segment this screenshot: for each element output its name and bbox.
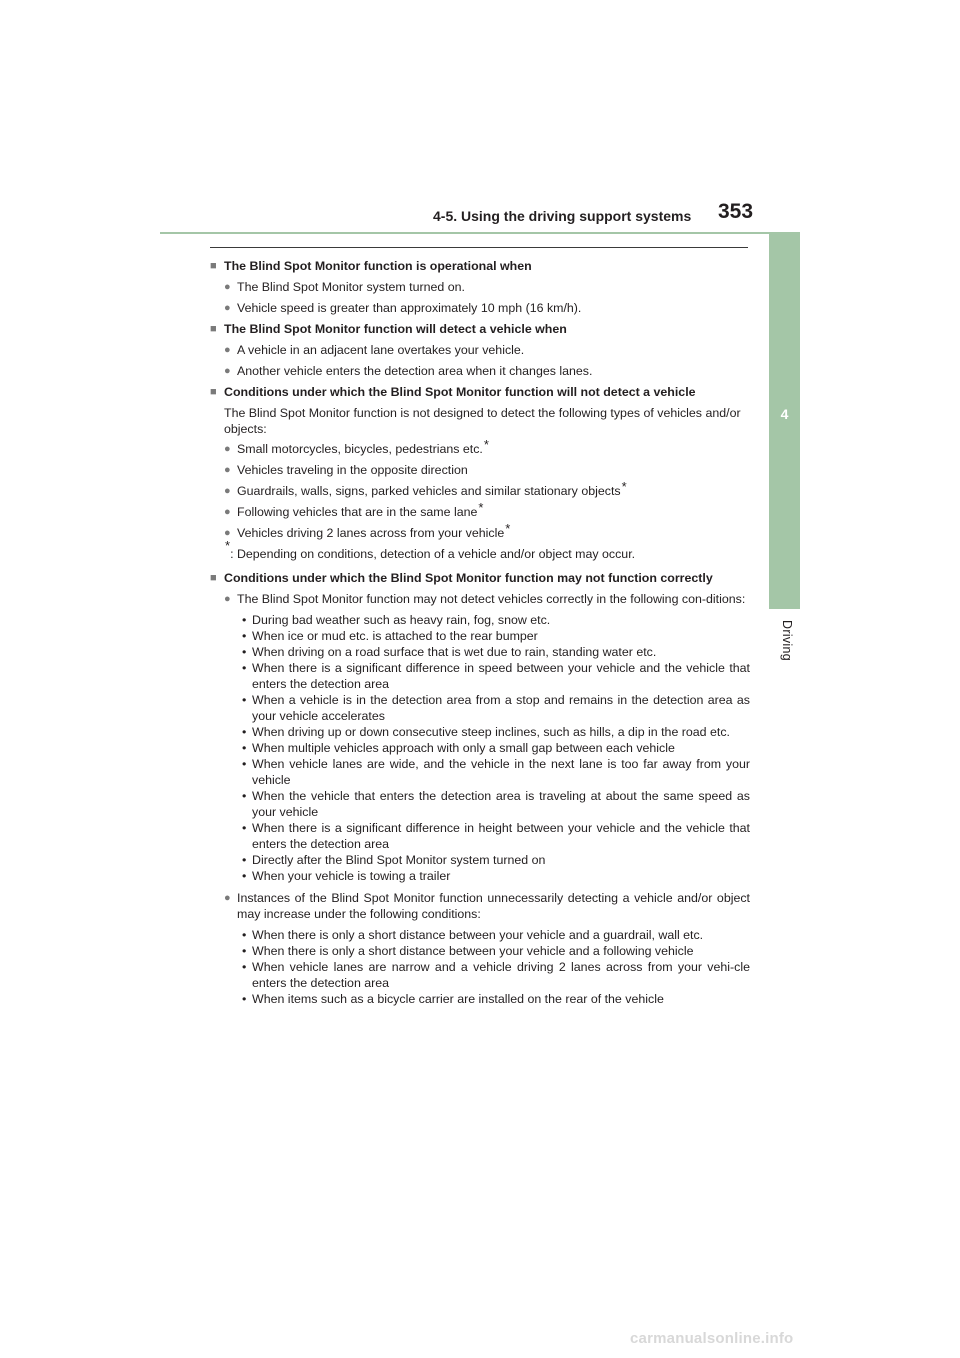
asterisk-mark: * <box>505 521 511 536</box>
chapter-number: 4 <box>780 406 789 422</box>
sub-bullet-icon: • <box>242 928 247 942</box>
sub-list <box>210 612 750 884</box>
sub-bullet-icon: • <box>242 629 247 643</box>
round-bullet-icon: ● <box>224 365 231 377</box>
list-item-text: Small motorcycles, bicycles, pedestrians etc. <box>237 442 483 456</box>
sub-list-item-text: When driving up or down consecutive steep inclines, such as hills, a dip in the road etc. <box>252 725 730 739</box>
sub-list-item <box>238 868 750 884</box>
square-bullet-icon: ■ <box>210 572 217 584</box>
section-heading <box>210 258 750 274</box>
sub-list-item <box>238 852 750 868</box>
sub-list-item-text: When the vehicle that enters the detection area is traveling at about the same speed as your vehicle <box>252 789 750 819</box>
sub-list-item <box>238 959 750 991</box>
content-rule <box>210 247 748 248</box>
round-bullet-icon: ● <box>224 344 231 356</box>
sub-list-item <box>238 724 750 740</box>
list-item <box>210 521 750 541</box>
sub-list-item <box>238 612 750 628</box>
sub-list-item <box>238 756 750 788</box>
round-bullet-icon: ● <box>224 302 231 314</box>
sub-list-item <box>238 740 750 756</box>
square-bullet-icon: ■ <box>210 323 217 335</box>
round-bullet-icon: ● <box>224 506 231 518</box>
list-item <box>210 479 750 499</box>
asterisk-mark: * <box>483 437 489 452</box>
square-bullet-icon: ■ <box>210 260 217 272</box>
list-item-text: Following vehicles that are in the same lane <box>237 505 478 519</box>
sub-bullet-icon: • <box>242 741 247 755</box>
round-bullet-icon: ● <box>224 892 231 904</box>
sub-list-item <box>238 788 750 820</box>
list-item-content <box>237 479 750 499</box>
sub-list-item <box>238 927 750 943</box>
sub-bullet-icon: • <box>242 869 247 883</box>
asterisk-mark: * <box>621 479 627 494</box>
list-item-content <box>237 521 750 541</box>
sub-bullet-icon: • <box>242 821 247 835</box>
list-item <box>210 462 750 478</box>
section-heading <box>210 384 750 400</box>
sub-bullet-icon: • <box>242 944 247 958</box>
list-item-text: Another vehicle enters the detection area when it changes lanes. <box>237 364 593 378</box>
list-item-text: Guardrails, walls, signs, parked vehicles and similar stationary objects <box>237 484 621 498</box>
sub-list-item-text: When there is only a short distance between your vehicle and a following vehicle <box>252 944 694 958</box>
sub-bullet-icon: • <box>242 613 247 627</box>
section-heading <box>210 570 750 586</box>
section-heading-text: Conditions under which the Blind Spot Monitor function may not function correctly <box>224 571 713 585</box>
sub-list-item-text: When driving on a road surface that is wet due to rain, standing water etc. <box>252 645 657 659</box>
sub-bullet-icon: • <box>242 992 247 1006</box>
round-bullet-icon: ● <box>224 527 231 539</box>
sub-list-item-text: When your vehicle is towing a trailer <box>252 869 451 883</box>
sub-list-item <box>238 991 750 1007</box>
list-item-text: The Blind Spot Monitor system turned on. <box>237 280 465 294</box>
list-item-text: Vehicle speed is greater than approximately 10 mph (16 km/h). <box>237 301 582 315</box>
list-item-text: Vehicles driving 2 lanes across from your vehicle <box>237 526 505 540</box>
chapter-label: Driving <box>780 620 794 661</box>
list-item <box>210 591 750 607</box>
sub-list-item-text: When a vehicle is in the detection area from a stop and remains in the detection area as your vehicle accelerates <box>252 693 750 723</box>
page-content <box>210 258 750 1013</box>
sub-list <box>210 927 750 1007</box>
footnote-text: : Depending on conditions, detection of a vehicle and/or object may occur. <box>230 547 636 561</box>
list-item-text: The Blind Spot Monitor function may not detect vehicles correctly in the following con-ditions: <box>237 592 746 606</box>
list-item <box>210 342 750 358</box>
header-rule <box>160 232 800 234</box>
sub-bullet-icon: • <box>242 960 247 974</box>
sub-list-item <box>238 644 750 660</box>
list-item <box>210 363 750 379</box>
sub-list-item <box>238 660 750 692</box>
list-item <box>210 437 750 457</box>
sub-bullet-icon: • <box>242 789 247 803</box>
section-intro: The Blind Spot Monitor function is not designed to detect the following types of vehicles and/or objects: <box>224 406 741 436</box>
list-item <box>210 500 750 520</box>
watermark: carmanualsonline.info <box>630 1330 794 1347</box>
round-bullet-icon: ● <box>224 281 231 293</box>
chapter-tab <box>769 234 800 609</box>
sub-list-item-text: When there is a significant difference in speed between your vehicle and the vehicle that enters the detection area <box>252 661 750 691</box>
sub-list-item <box>238 628 750 644</box>
sub-bullet-icon: • <box>242 645 247 659</box>
sub-bullet-icon: • <box>242 853 247 867</box>
section-title: 4-5. Using the driving support systems <box>433 208 692 224</box>
list-item-text: Instances of the Blind Spot Monitor function unnecessarily detecting a vehicle and/or object may increase under the following conditions: <box>237 891 750 921</box>
section-heading-text: Conditions under which the Blind Spot Monitor function will not detect a vehicle <box>224 385 696 399</box>
list-item-content <box>237 500 750 520</box>
round-bullet-icon: ● <box>224 593 231 605</box>
footnote <box>210 538 750 562</box>
sub-list-item <box>238 943 750 959</box>
list-item <box>210 300 750 316</box>
sub-bullet-icon: • <box>242 757 247 771</box>
sub-list-item-text: Directly after the Blind Spot Monitor system turned on <box>252 853 546 867</box>
sub-list-item-text: When there is only a short distance between your vehicle and a guardrail, wall etc. <box>252 928 704 942</box>
sub-list-item <box>238 692 750 724</box>
section-heading-text: The Blind Spot Monitor function will detect a vehicle when <box>224 322 567 336</box>
page-number: 353 <box>718 200 754 223</box>
list-item-content <box>237 437 750 457</box>
list-item <box>210 279 750 295</box>
square-bullet-icon: ■ <box>210 386 217 398</box>
list-item-text: A vehicle in an adjacent lane overtakes your vehicle. <box>237 343 525 357</box>
sub-bullet-icon: • <box>242 661 247 675</box>
sub-list-item-text: When there is a significant difference in height between your vehicle and the vehicle that enters the detection area <box>252 821 750 851</box>
sub-bullet-icon: • <box>242 725 247 739</box>
sub-list-item-text: When vehicle lanes are narrow and a vehicle driving 2 lanes across from your vehi-cle enters the detection area <box>252 960 750 990</box>
round-bullet-icon: ● <box>224 443 231 455</box>
list-item-text: Vehicles traveling in the opposite direction <box>237 463 468 477</box>
section-heading <box>210 321 750 337</box>
sub-list-item-text: When items such as a bicycle carrier are installed on the rear of the vehicle <box>252 992 664 1006</box>
round-bullet-icon: ● <box>224 464 231 476</box>
sub-list-item-text: When multiple vehicles approach with only a small gap between each vehicle <box>252 741 675 755</box>
sub-list-item-text: When ice or mud etc. is attached to the rear bumper <box>252 629 538 643</box>
section-heading-text: The Blind Spot Monitor function is operational when <box>224 259 532 273</box>
sub-list-item-text: During bad weather such as heavy rain, fog, snow etc. <box>252 613 551 627</box>
asterisk-mark: * <box>225 538 231 553</box>
sub-bullet-icon: • <box>242 693 247 707</box>
sub-list-item <box>238 820 750 852</box>
round-bullet-icon: ● <box>224 485 231 497</box>
asterisk-mark: * <box>478 500 484 515</box>
list-item <box>210 890 750 922</box>
sub-list-item-text: When vehicle lanes are wide, and the vehicle in the next lane is too far away from your vehicle <box>252 757 750 787</box>
